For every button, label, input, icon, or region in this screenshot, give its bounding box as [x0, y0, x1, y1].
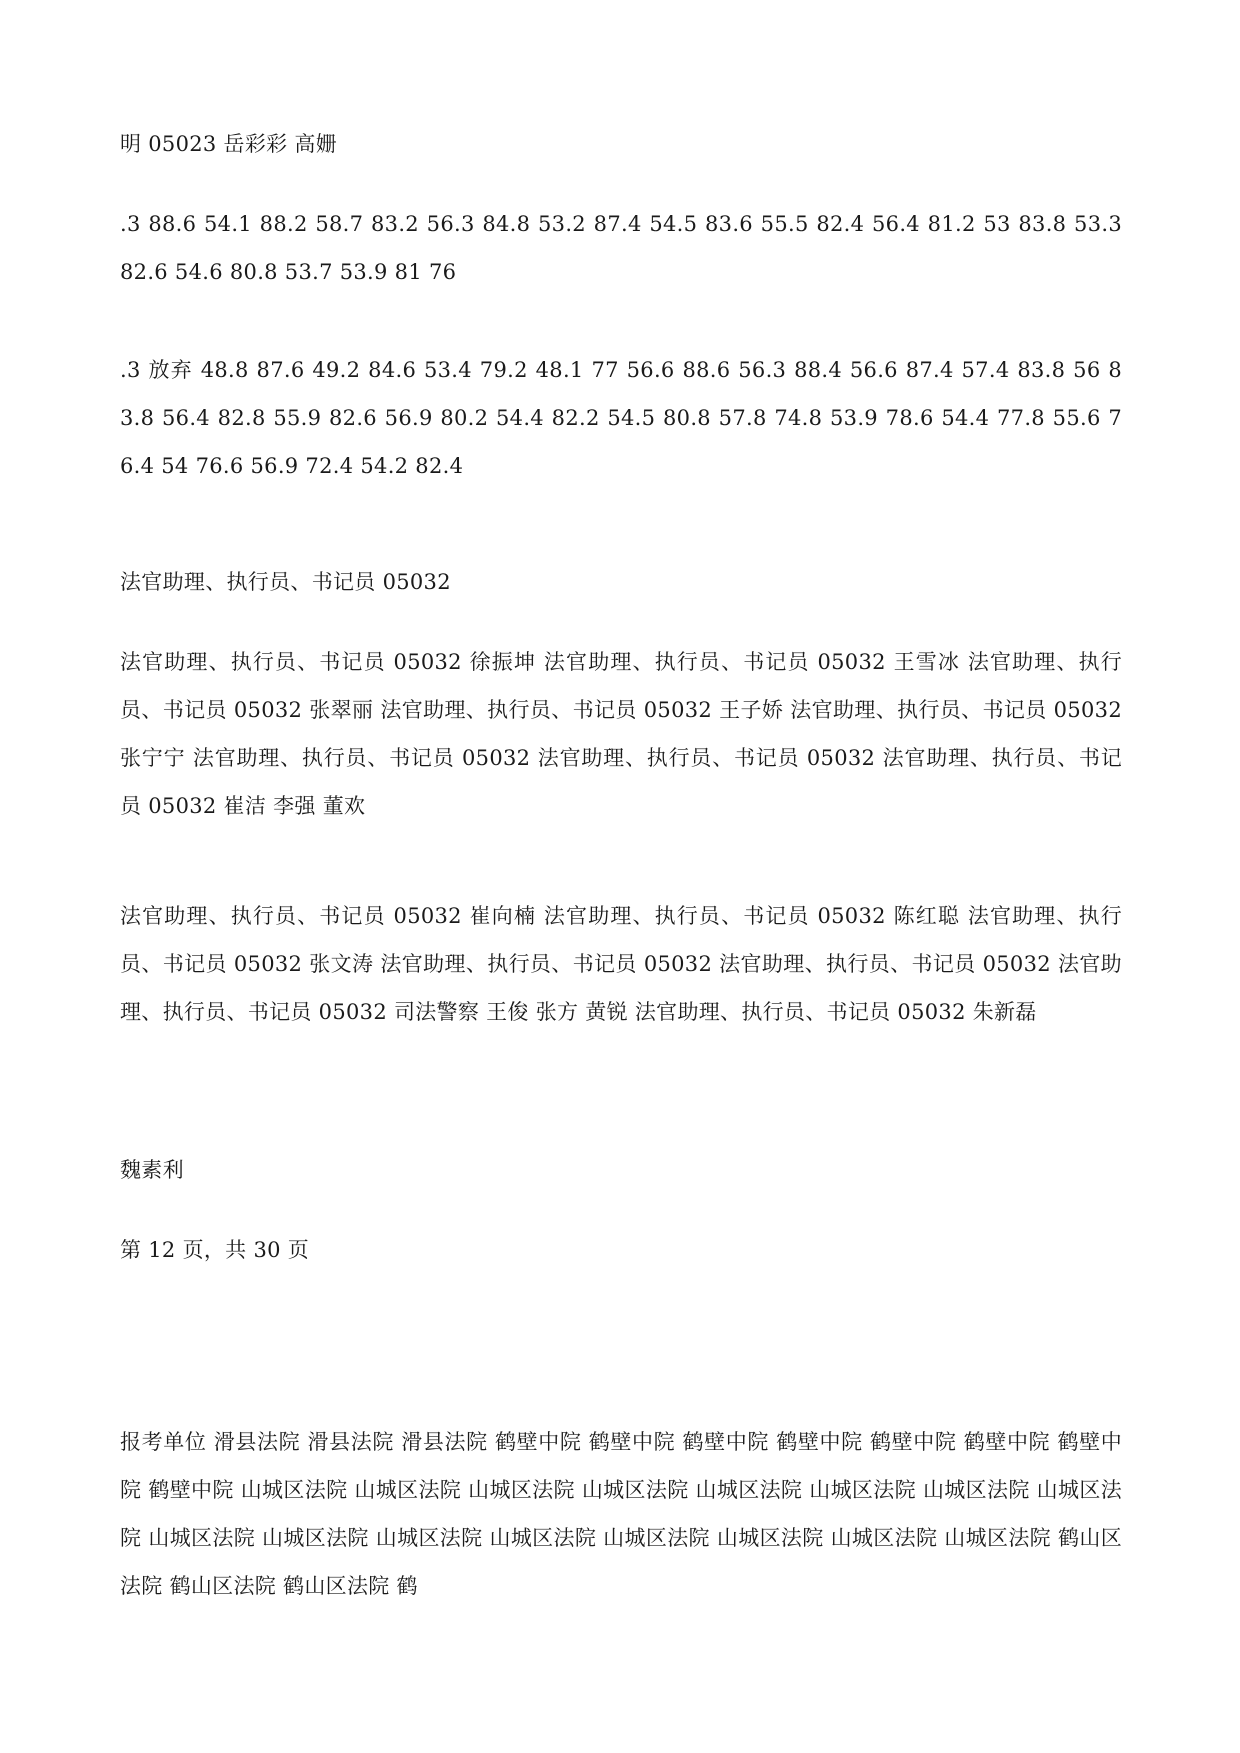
- paragraph-position-list-2: 法官助理、执行员、书记员 05032 崔向楠 法官助理、执行员、书记员 05032 陈红聪 法官助理、执行员、书记员 05032 张文涛 法官助理、执行员、书记员 05032 法官助理、执行员、书记员 05032 法官助理、执行员、书记员 05032 司法警察 王俊 张方 黄锐 法官助理、执行员、书记员 05032 朱新磊: [120, 904, 1122, 1024]
- page-number: 第 12 页，共 30 页: [120, 1238, 310, 1262]
- paragraph-position-names: 明 05023 岳彩彩 高姗: [120, 132, 338, 156]
- paragraph-scores-2: .3 放弃 48.8 87.6 49.2 84.6 53.4 79.2 48.1 77 56.6 88.6 56.3 88.4 56.6 87.4 57.4 83.8 56 83.8 56.4 82.8 55.9 82.6 56.9 80.2 54.4 82.2 54.5 80.8 57.8 74.8 53.9 78.6 54.4 77.8 55.6 76.4 54 76.6 56.9 72.4 54.2 82.4: [120, 358, 1122, 478]
- paragraph-position-list-1: 法官助理、执行员、书记员 05032 徐振坤 法官助理、执行员、书记员 05032 王雪冰 法官助理、执行员、书记员 05032 张翠丽 法官助理、执行员、书记员 05032 王子娇 法官助理、执行员、书记员 05032 张宁宁 法官助理、执行员、书记员 05032 法官助理、执行员、书记员 05032 法官助理、执行员、书记员 05032 崔洁 李强 董欢: [120, 650, 1122, 818]
- paragraph-scores-1: .3 88.6 54.1 88.2 58.7 83.2 56.3 84.8 53.2 87.4 54.5 83.6 55.5 82.4 56.4 81.2 53 83.8 53.3 82.6 54.6 80.8 53.7 53.9 81 76: [120, 212, 1122, 284]
- paragraph-position-title: 法官助理、执行员、书记员 05032: [120, 570, 451, 594]
- paragraph-units: 报考单位 滑县法院 滑县法院 滑县法院 鹤壁中院 鹤壁中院 鹤壁中院 鹤壁中院 鹤壁中院 鹤壁中院 鹤壁中院 鹤壁中院 山城区法院 山城区法院 山城区法院 山城区法院 山城区法院 山城区法院 山城区法院 山城区法院 山城区法院 山城区法院 山城区法院 山城区法院 山城区法院 山城区法院 山城区法院 山城区法院 鹤山区法院 鹤山区法院 鹤山区法院 鹤: [120, 1430, 1122, 1598]
- paragraph-name: 魏素利: [120, 1158, 184, 1182]
